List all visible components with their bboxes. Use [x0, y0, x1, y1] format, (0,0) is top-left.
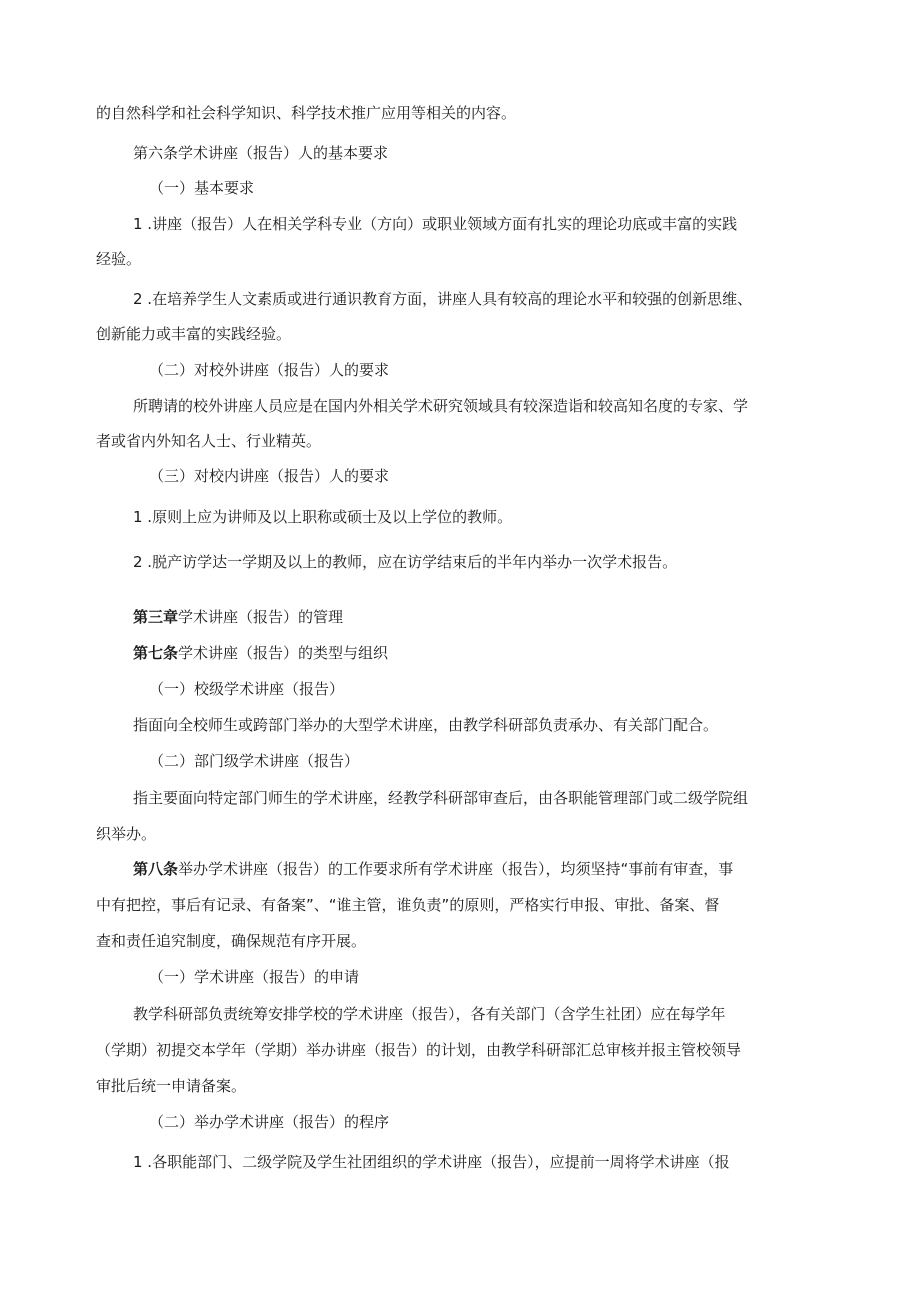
- list-item: 1 .原则上应为讲师及以上职称或硕士及以上学位的教师。: [133, 508, 513, 526]
- section-heading: （二）举办学术讲座（报告）的程序: [149, 1113, 390, 1131]
- text-line: 织举办。: [96, 825, 157, 843]
- section-heading: （一）校级学术讲座（报告）: [149, 680, 345, 698]
- article-6-heading: 第六条学术讲座（报告）人的基本要求: [133, 144, 389, 162]
- text-line: 指面向全校师生或跨部门举办的大型学术讲座，由教学科研部负责承办、有关部门配合。: [133, 716, 719, 734]
- text-line: （学期）初提交本学年（学期）举办讲座（报告）的计划，由教学科研部汇总审核并报主管校领导: [96, 1041, 742, 1059]
- list-item: 1 .各职能部门、二级学院及学生社团组织的学术讲座（报告），应提前一周将学术讲座（报: [133, 1153, 730, 1171]
- text-line: 所聘请的校外讲座人员应是在国内外相关学术研究领域具有较深造诣和较高知名度的专家、学: [133, 397, 749, 415]
- section-heading: （二）对校外讲座（报告）人的要求: [149, 361, 390, 379]
- text-line: 的自然科学和社会科学知识、科学技术推广应用等相关的内容。: [96, 104, 517, 122]
- list-item: 1 .讲座（报告）人在相关学科专业（方向）或职业领域方面有扎实的理论功底或丰富的实践: [133, 215, 738, 233]
- text-line: 教学科研部负责统筹安排学校的学术讲座（报告），各有关部门（含学生社团）应在每学年: [133, 1005, 726, 1023]
- text-line: 指主要面向特定部门师生的学术讲座，经教学科研部审查后，由各职能管理部门或二级学院组: [133, 789, 749, 807]
- article-8-heading: 第八条举办学术讲座（报告）的工作要求所有学术讲座（报告），均须坚持“事前有审查，事: [133, 860, 734, 878]
- text-line: 查和责任追究制度，确保规范有序开展。: [96, 932, 367, 950]
- article-7-heading: 第七条学术讲座（报告）的类型与组织: [133, 644, 389, 662]
- text-line: 者或省内外知名人士、行业精英。: [96, 432, 322, 450]
- text-line: 中有把控，事后有记录、有备案”、“谁主管，谁负责”的原则，严格实行申报、审批、备案、督: [96, 896, 720, 914]
- section-heading: （一）基本要求: [149, 179, 255, 197]
- list-item: 2 .脱产访学达一学期及以上的教师，应在访学结束后的半年内举办一次学术报告。: [133, 553, 678, 571]
- list-item: 2 .在培养学生人文素质或进行通识教育方面，讲座人具有较高的理论水平和较强的创新思维、: [133, 290, 753, 308]
- chapter-3-heading: 第三章学术讲座（报告）的管理: [133, 608, 344, 626]
- text-line: 创新能力或丰富的实践经验。: [96, 325, 292, 343]
- section-heading: （三）对校内讲座（报告）人的要求: [149, 467, 390, 485]
- text-line: 经验。: [96, 250, 142, 268]
- section-heading: （一）学术讲座（报告）的申请: [149, 968, 360, 986]
- section-heading: （二）部门级学术讲座（报告）: [149, 752, 360, 770]
- text-line: 审批后统一申请备案。: [96, 1077, 247, 1095]
